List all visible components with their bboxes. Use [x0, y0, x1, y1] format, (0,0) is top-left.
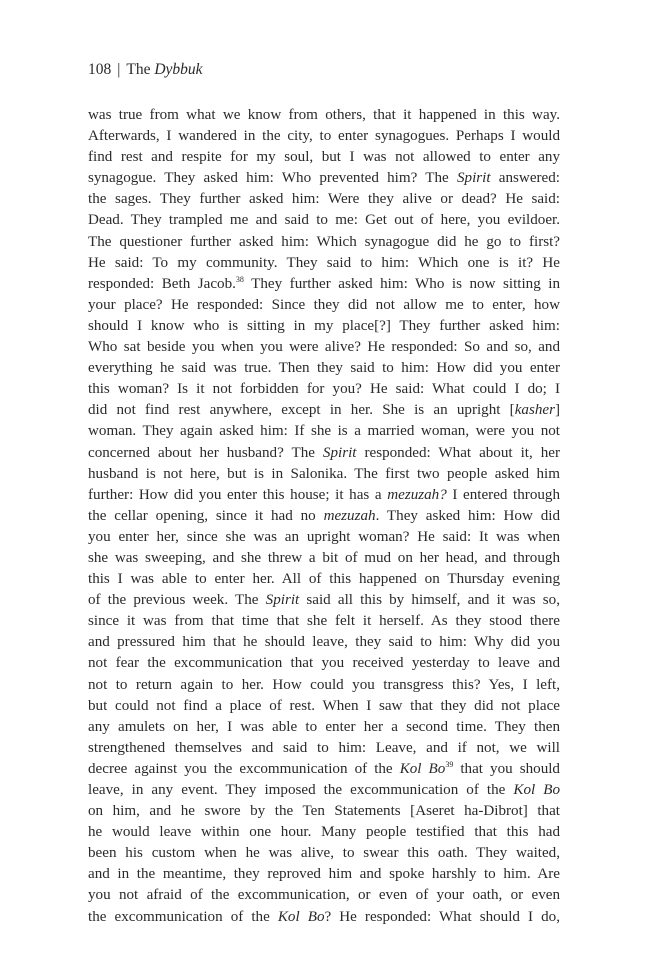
text-segment: further: How did you enter this house; it has a [88, 486, 388, 503]
text-segment: that you should [453, 760, 560, 777]
text-segment: did not find rest anywhere, except in her. She is an upright [ [88, 402, 515, 419]
text-segment: of the previous week. The [88, 592, 266, 609]
text-segment: They further asked him: Who is now sitting in [243, 275, 560, 292]
footnote-marker: 39 [445, 759, 454, 769]
body-text [88, 105, 560, 928]
text-line [88, 464, 560, 485]
text-line [88, 611, 560, 632]
text-segment: on him, and he swore by the Ten Statements [Aseret ha-Dibrot] that [88, 803, 560, 820]
text-segment: not to return again to her. How could you transgress this? Yes, I left, [88, 676, 560, 693]
text-line [88, 506, 560, 527]
text-segment: strengthened themselves and said to him: Leave, and if not, we will [88, 739, 560, 756]
text-line [88, 885, 560, 906]
text-segment: she was sweeping, and she threw a bit of mud on her head, and through [88, 549, 560, 566]
text-line [88, 232, 560, 253]
text-line [88, 548, 560, 569]
text-segment: the sages. They further asked him: Were they alive or dead? He said: [88, 191, 560, 208]
text-segment: leave, in any event. They imposed the excommunication of the [88, 782, 514, 798]
text-line [88, 738, 560, 759]
text-segment: not fear the excommunication that you received yesterday to leave and [88, 655, 560, 672]
text-line [88, 653, 560, 674]
italic-term: Spirit [457, 170, 491, 187]
text-line [88, 569, 560, 590]
text-segment: Afterwards, I wandered in the city, to enter synagogues. Perhaps I would [88, 128, 560, 145]
text-segment: your place? He responded: Since they did not allow me to enter, how [88, 296, 560, 313]
italic-term: Kol Bo [513, 782, 560, 798]
text-line [88, 801, 560, 822]
italic-term: Kol Bo [399, 760, 446, 777]
text-line [88, 168, 560, 189]
text-line [88, 189, 560, 210]
text-segment: decree against you the excommunication of the [88, 760, 400, 777]
text-segment: The questioner further asked him: Which synagogue did he go to first? [88, 233, 560, 250]
text-segment: the excommunication of the [88, 908, 278, 925]
italic-term: mezuzah? [387, 486, 447, 503]
text-line [88, 822, 560, 843]
running-head [88, 60, 203, 80]
text-line [88, 105, 560, 126]
text-segment: . They asked him: How did [375, 507, 560, 524]
text-segment: find rest and respite for my soul, but I was not allowed to enter any [88, 149, 560, 166]
text-segment: woman. They again asked him: If she is a married woman, were you not [88, 423, 560, 440]
text-line [88, 210, 560, 231]
text-segment: I entered through [446, 486, 561, 503]
text-segment: was true from what we know from others, that it happened in this way. [88, 107, 560, 123]
text-line [88, 780, 560, 801]
text-line [88, 147, 560, 168]
text-line [88, 337, 560, 358]
text-segment: said all this by himself, and it was so, [299, 592, 560, 609]
text-segment: concerned about her husband? The [88, 444, 323, 461]
text-segment: and in the meantime, they reproved him and spoke harshly to him. Are [88, 866, 560, 883]
text-line [88, 632, 560, 653]
text-segment: should I know who is sitting in my place[?] They further asked him: [88, 317, 560, 334]
text-segment: synagogue. They asked him: Who prevented him? The [88, 170, 457, 187]
text-segment: he would leave within one hour. Many people testified that this had [88, 824, 560, 841]
page-number: 108 [88, 61, 112, 78]
italic-term: Spirit [322, 444, 357, 461]
text-segment: responded: Beth Jacob. [88, 275, 236, 292]
text-line [88, 274, 560, 295]
text-line [88, 864, 560, 885]
text-segment: this woman? Is it not forbidden for you? He said: What could I do; I [88, 381, 560, 398]
footnote-marker: 38 [235, 274, 244, 284]
book-title-prefix: The [126, 61, 155, 78]
text-segment: this I was able to enter her. All of this happened on Thursday evening [88, 571, 560, 588]
text-line [88, 759, 560, 780]
text-segment: husband is not here, but is in Salonika. The first two people asked him [88, 465, 560, 482]
text-segment: you not afraid of the excommunication, or even of your oath, or even [88, 887, 560, 904]
text-line [88, 907, 560, 928]
header-separator: | [117, 61, 121, 78]
italic-term: Kol Bo [277, 908, 325, 925]
text-segment: answered: [490, 170, 560, 187]
text-line [88, 590, 560, 611]
italic-term: Spirit [265, 592, 300, 609]
text-line [88, 527, 560, 548]
text-segment: been his custom when he was alive, to swear this oath. They waited, [88, 845, 560, 862]
book-title-italic: Dybbuk [154, 61, 203, 78]
text-segment: ] [554, 402, 560, 419]
text-line [88, 400, 560, 421]
text-line [88, 358, 560, 379]
text-line [88, 379, 560, 400]
text-line [88, 126, 560, 147]
text-segment: responded: What about it, her [356, 444, 560, 461]
text-segment: but could not find a place of rest. When I saw that they did not place [88, 697, 560, 714]
text-segment: the cellar opening, since it had no [88, 507, 324, 524]
text-line [88, 696, 560, 717]
text-segment: any amulets on her, I was able to enter her a second time. They then [88, 718, 560, 735]
text-line [88, 675, 560, 696]
text-segment: since it was from that time that she felt it herself. As they stood there [88, 613, 560, 630]
text-segment: you enter her, since she was an upright woman? He said: It was when [88, 528, 560, 545]
text-line [88, 485, 560, 506]
italic-term: mezuzah [323, 507, 376, 524]
text-segment: Who sat beside you when you were alive? He responded: So and so, and [88, 339, 560, 356]
text-segment: Dead. They trampled me and said to me: Get out of here, you evildoer. [88, 212, 560, 229]
text-line [88, 843, 560, 864]
text-line [88, 717, 560, 738]
text-line [88, 295, 560, 316]
text-segment: everything he said was true. Then they said to him: How did you enter [88, 360, 560, 377]
text-line [88, 421, 560, 442]
text-segment: He said: To my community. They said to him: Which one is it? He [88, 254, 560, 271]
italic-term: kasher [514, 402, 555, 419]
text-segment: ? He responded: What should I do, [324, 908, 560, 925]
text-line [88, 316, 560, 337]
text-segment: and pressured him that he should leave, they said to him: Why did you [88, 634, 560, 651]
text-line [88, 253, 560, 274]
text-line [88, 443, 560, 464]
